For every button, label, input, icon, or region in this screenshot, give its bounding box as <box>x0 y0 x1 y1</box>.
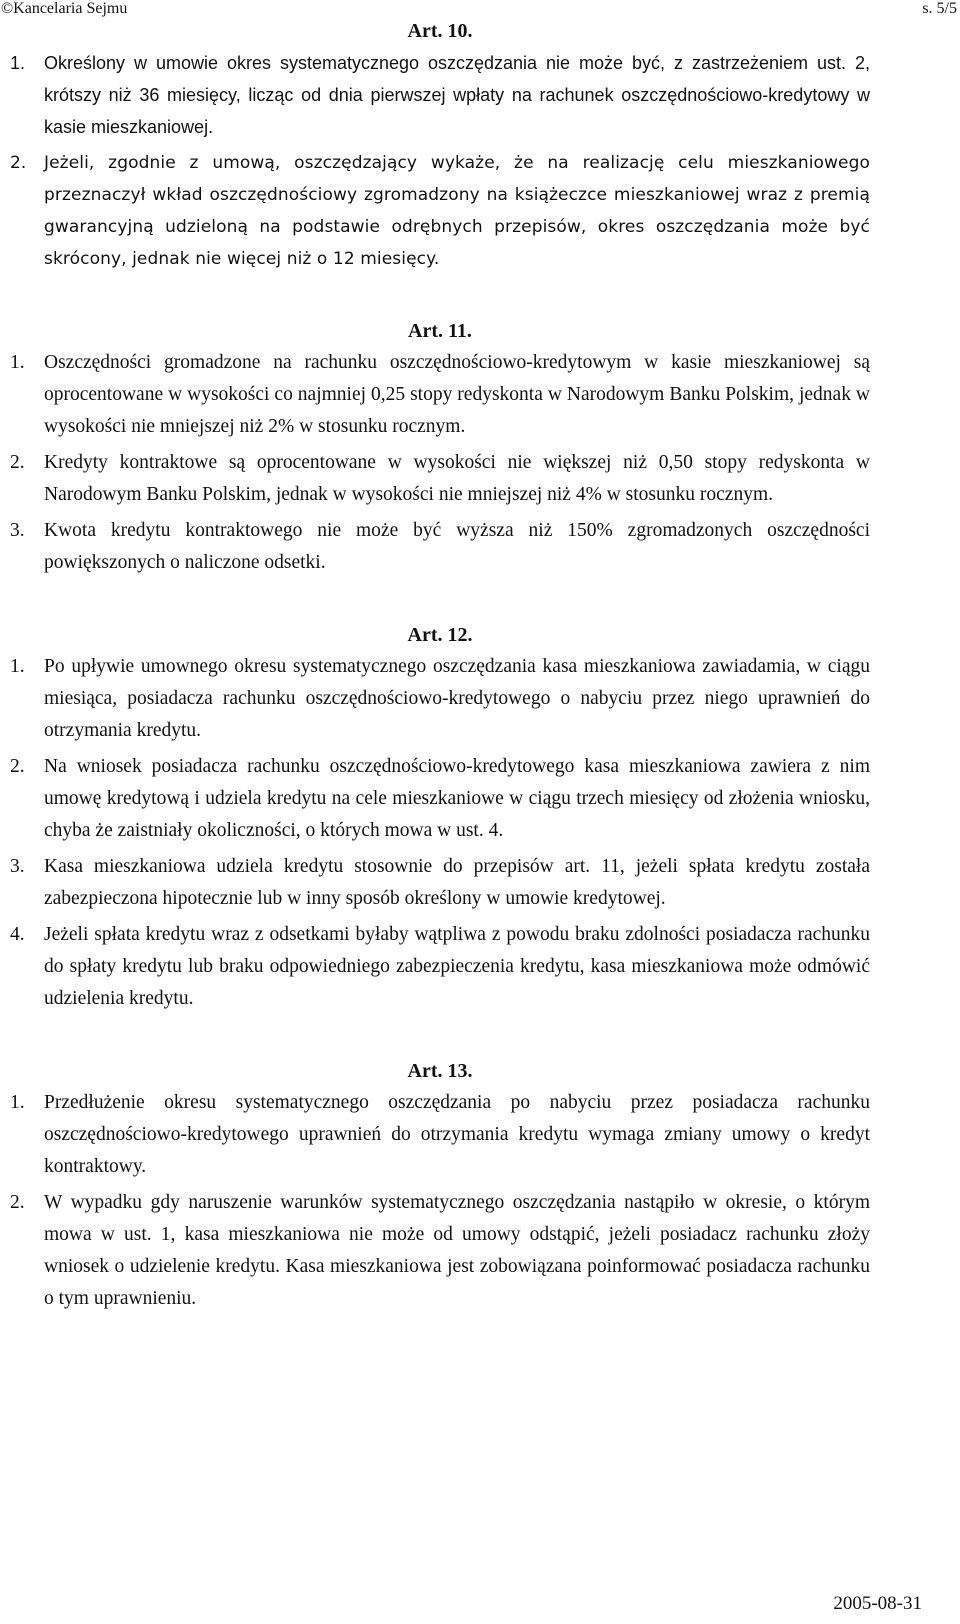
paragraph-number: 4. <box>10 924 25 945</box>
paragraph-number: 1. <box>10 53 26 73</box>
paragraph-text: Oszczędności gromadzone na rachunku oszczędnościowo-kredytowym w kasie mieszkaniowej są oprocentowane w wysokości co najmniej 0,25 stopy redyskonta w Narodowym Banku Polskim, jednak w wysokości nie mniejszej niż 2% w stosunku rocznym. <box>44 352 870 437</box>
paragraph-text: Jeżeli, zgodnie z umową, oszczędzający wykaże, że na realizację celu mieszkaniowego przeznaczył wkład oszczędnościowy zgromadzony na książeczce mieszkaniowej wraz z premią gwarancyjną udzieloną na podstawie odrębnych przepisów, okres oszczędzania może być skrócony, jednak nie więcej niż o 12 miesięcy. <box>44 153 870 269</box>
source-label: ©Kancelaria Sejmu <box>1 0 128 17</box>
article-title: Art. 12. <box>407 624 473 646</box>
article-paragraph <box>10 919 870 1015</box>
article-paragraph <box>10 47 870 143</box>
page-number: s. 5/5 <box>922 0 957 17</box>
article-paragraph <box>10 347 870 443</box>
paragraph-text: Przedłużenie okresu systematycznego oszczędzania po nabyciu przez posiadacza rachunku oszczędnościowo-kredytowego uprawnień do otrzymania kredytu wymaga zmiany umowy o kredyt kontraktowy. <box>44 1092 870 1177</box>
paragraph-text: Określony w umowie okres systematycznego oszczędzania nie może być, z zastrzeżeniem ust. 2, krótszy niż 36 miesięcy, licząc od dnia pierwszej wpłaty na rachunek oszczędnościowo-kredytowy w kasie mieszkaniowej. <box>44 53 870 137</box>
paragraph-text: Na wniosek posiadacza rachunku oszczędnościowo-kredytowego kasa mieszkaniowa zawiera z nim umowę kredytową i udziela kredytu na cele mieszkaniowe w ciągu trzech miesięcy od złożenia wniosku, chyba że zaistniały okoliczności, o których mowa w ust. 4. <box>44 756 870 841</box>
article-paragraph <box>10 751 870 847</box>
article-paragraph <box>10 147 870 275</box>
document-date: 2005-08-31 <box>833 1593 922 1614</box>
article-paragraph <box>10 515 870 579</box>
paragraph-number: 2. <box>10 153 27 173</box>
paragraph-number: 1. <box>10 656 25 677</box>
article-title: Art. 13. <box>407 1060 473 1082</box>
document-body <box>10 15 870 1319</box>
paragraph-text: Kasa mieszkaniowa udziela kredytu stosownie do przepisów art. 11, jeżeli spłata kredytu została zabezpieczona hipotecznie lub w inny sposób określony w umowie kredytowej. <box>44 856 870 909</box>
paragraph-text: Kwota kredytu kontraktowego nie może być wyższa niż 150% zgromadzonych oszczędności powiększonych o naliczone odsetki. <box>44 520 870 573</box>
paragraph-number: 2. <box>10 1192 25 1213</box>
paragraph-number: 2. <box>10 756 25 777</box>
paragraph-number: 1. <box>10 352 25 373</box>
paragraph-number: 3. <box>10 520 25 541</box>
paragraph-text: Jeżeli spłata kredytu wraz z odsetkami byłaby wątpliwa z powodu braku zdolności posiadacza rachunku do spłaty kredytu lub braku odpowiedniego zabezpieczenia kredytu, kasa mieszkaniowa może odmówić udzielenia kredytu. <box>44 924 870 1009</box>
paragraph-text: W wypadku gdy naruszenie warunków systematycznego oszczędzania nastąpiło w okresie, o którym mowa w ust. 1, kasa mieszkaniowa nie może od umowy odstąpić, jeżeli posiadacz rachunku złoży wniosek o udzielenie kredytu. Kasa mieszkaniowa jest zobowiązana poinformować posiadacza rachunku o tym uprawnieniu. <box>44 1192 870 1309</box>
article-11 <box>10 315 870 579</box>
article-paragraph <box>10 447 870 511</box>
paragraph-number: 1. <box>10 1092 25 1113</box>
article-paragraph <box>10 1187 870 1315</box>
paragraph-number: 3. <box>10 856 25 877</box>
article-title: Art. 10. <box>407 20 473 42</box>
article-10 <box>10 15 870 275</box>
article-12 <box>10 619 870 1015</box>
article-paragraph <box>10 851 870 915</box>
article-title: Art. 11. <box>408 320 472 342</box>
article-13 <box>10 1055 870 1315</box>
paragraph-text: Po upływie umownego okresu systematycznego oszczędzania kasa mieszkaniowa zawiadamia, w ciągu miesiąca, posiadacza rachunku oszczędnościowo-kredytowego o nabyciu przez niego uprawnień do otrzymania kredytu. <box>44 656 870 741</box>
article-paragraph <box>10 651 870 747</box>
paragraph-number: 2. <box>10 452 25 473</box>
paragraph-text: Kredyty kontraktowe są oprocentowane w wysokości nie większej niż 0,50 stopy redyskonta w Narodowym Banku Polskim, jednak w wysokości nie mniejszej niż 4% w stosunku rocznym. <box>44 452 870 505</box>
article-paragraph <box>10 1087 870 1183</box>
